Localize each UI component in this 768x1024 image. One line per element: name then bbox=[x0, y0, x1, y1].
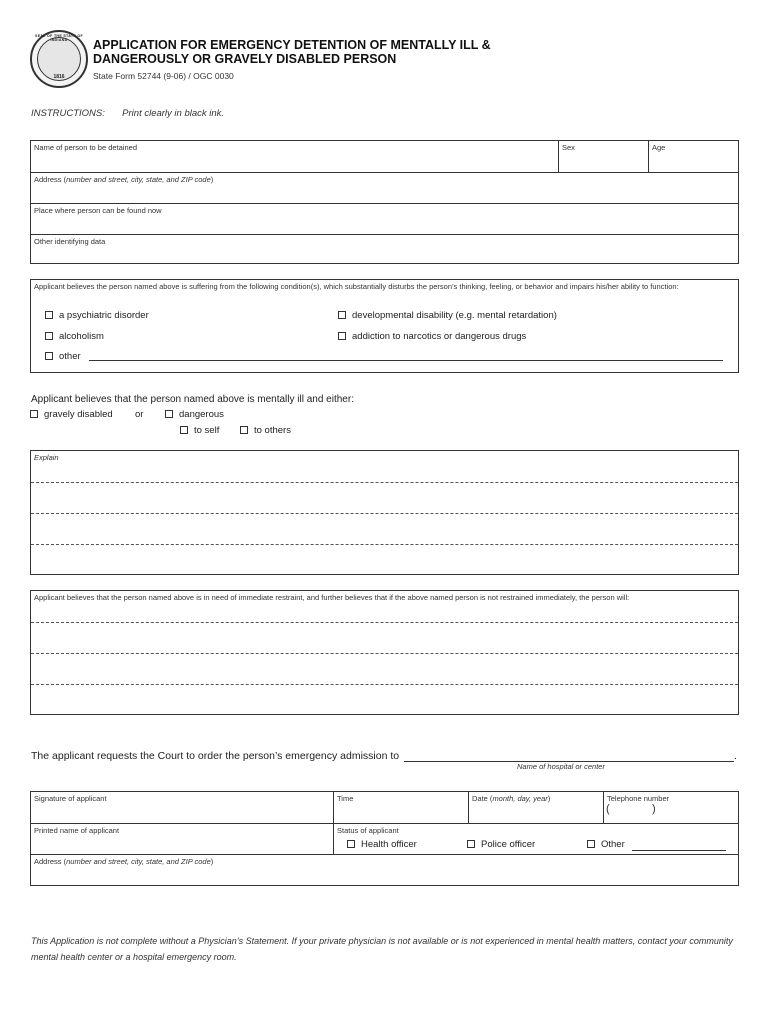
sex-field[interactable] bbox=[559, 141, 648, 172]
area-code-open: ( bbox=[606, 803, 610, 815]
restraint-line[interactable] bbox=[31, 653, 738, 654]
time-field[interactable] bbox=[334, 792, 468, 823]
condition-section bbox=[30, 279, 739, 373]
option-addiction-label: addiction to narcotics or dangerous drugs bbox=[352, 331, 527, 342]
printed-name-field[interactable] bbox=[31, 824, 333, 854]
time-label: Time bbox=[337, 794, 354, 803]
other-condition-line[interactable] bbox=[89, 360, 723, 361]
footer-note: This Application is not complete without a Physician’s Statement. If your private physician is not available or is not experienced in mental health matters, contact your community mental health center or a hospital emergency room. bbox=[31, 936, 733, 962]
age-field[interactable] bbox=[649, 141, 738, 172]
signature-label: Signature of applicant bbox=[34, 794, 107, 803]
option-alcoholism[interactable] bbox=[45, 331, 104, 342]
option-addiction[interactable] bbox=[338, 331, 526, 342]
checkbox-health-officer[interactable] bbox=[347, 840, 355, 848]
option-psychiatric[interactable] bbox=[45, 310, 149, 321]
explain-box[interactable] bbox=[30, 450, 739, 575]
checkbox-to-self[interactable] bbox=[180, 426, 188, 434]
status-other-line[interactable] bbox=[632, 850, 726, 851]
dangerous-label: dangerous bbox=[179, 409, 224, 420]
explain-line[interactable] bbox=[31, 482, 738, 483]
other-identifying-label: Other identifying data bbox=[34, 237, 106, 246]
place-found-field[interactable] bbox=[31, 204, 738, 234]
form-title bbox=[93, 38, 713, 66]
date-field[interactable] bbox=[469, 792, 603, 823]
other-identifying-field[interactable] bbox=[31, 235, 738, 264]
checkbox-status-other[interactable] bbox=[587, 840, 595, 848]
form-title-line2: DANGEROUSLY OR GRAVELY DISABLED PERSON bbox=[93, 52, 397, 66]
explain-label: Explain bbox=[34, 453, 59, 462]
status-label: Status of applicant bbox=[337, 826, 399, 835]
option-to-self[interactable] bbox=[180, 425, 219, 436]
court-request-end: . bbox=[734, 750, 737, 762]
explain-line[interactable] bbox=[31, 544, 738, 545]
mental-intro: Applicant believes that the person named above is mentally ill and either: bbox=[31, 394, 354, 405]
status-health-officer[interactable] bbox=[347, 839, 417, 850]
status-other[interactable] bbox=[587, 839, 625, 850]
applicant-address-suffix: ) bbox=[210, 857, 214, 866]
checkbox-police-officer[interactable] bbox=[467, 840, 475, 848]
health-officer-label: Health officer bbox=[361, 839, 417, 850]
address-label-italic: number and street, city, state, and ZIP code bbox=[66, 175, 211, 184]
address-label-prefix: Address ( bbox=[34, 175, 67, 184]
place-found-label: Place where person can be found now bbox=[34, 206, 162, 215]
option-gravely-disabled[interactable] bbox=[30, 409, 113, 420]
person-section bbox=[30, 140, 739, 264]
age-label: Age bbox=[652, 143, 666, 152]
police-officer-label: Police officer bbox=[481, 839, 536, 850]
seal-year: 1816 bbox=[53, 74, 65, 80]
instructions-text: Print clearly in black ink. bbox=[122, 108, 225, 119]
checkbox-developmental[interactable] bbox=[338, 311, 346, 319]
applicant-address-prefix: Address ( bbox=[34, 857, 67, 866]
person-name-label: Name of person to be detained bbox=[34, 143, 137, 152]
restraint-box[interactable] bbox=[30, 590, 739, 715]
to-others-label: to others bbox=[254, 425, 291, 436]
date-label-prefix: Date ( bbox=[472, 794, 493, 803]
signature-field[interactable] bbox=[31, 792, 333, 823]
or-label: or bbox=[135, 409, 144, 420]
condition-intro: Applicant believes the person named above is suffering from the following condition(s), which substantially disturbs the person’s thinking, feeling, or behavior and impairs his/her ability to function: bbox=[34, 282, 679, 291]
checkbox-gravely-disabled[interactable] bbox=[30, 410, 38, 418]
person-name-field[interactable] bbox=[31, 141, 558, 172]
option-dangerous[interactable] bbox=[165, 409, 224, 420]
option-developmental-label: developmental disability (e.g. mental retardation) bbox=[352, 310, 557, 321]
sex-label: Sex bbox=[562, 143, 575, 152]
to-self-label: to self bbox=[194, 425, 220, 436]
checkbox-other[interactable] bbox=[45, 352, 53, 360]
address-label-suffix: ) bbox=[210, 175, 214, 184]
option-developmental[interactable] bbox=[338, 310, 557, 321]
restraint-line[interactable] bbox=[31, 622, 738, 623]
checkbox-dangerous[interactable] bbox=[165, 410, 173, 418]
applicant-address-field[interactable] bbox=[31, 855, 738, 885]
gravely-disabled-label: gravely disabled bbox=[44, 409, 113, 420]
court-request-text: The applicant requests the Court to order the person’s emergency admission to bbox=[31, 750, 400, 762]
instructions bbox=[31, 108, 224, 119]
option-alcoholism-label: alcoholism bbox=[59, 331, 104, 342]
date-label-italic: month, day, year bbox=[492, 794, 548, 803]
restraint-label: Applicant believes that the person named above is in need of immediate restraint, and further believes that if the above named person is not restrained immediately, the person will: bbox=[34, 593, 630, 602]
applicant-address-italic: number and street, city, state, and ZIP code bbox=[66, 857, 211, 866]
checkbox-alcoholism[interactable] bbox=[45, 332, 53, 340]
checkbox-to-others[interactable] bbox=[240, 426, 248, 434]
instructions-label: INSTRUCTIONS: bbox=[31, 108, 105, 119]
option-to-others[interactable] bbox=[240, 425, 291, 436]
area-code-close: ) bbox=[652, 803, 656, 815]
form-number: State Form 52744 (9-06) / OGC 0030 bbox=[93, 71, 234, 81]
applicant-section bbox=[30, 791, 739, 886]
seal-text: SEAL OF THE STATE OF INDIANA bbox=[35, 34, 83, 42]
state-seal-icon bbox=[30, 30, 88, 88]
printed-name-label: Printed name of applicant bbox=[34, 826, 120, 835]
restraint-line[interactable] bbox=[31, 684, 738, 685]
option-psychiatric-label: a psychiatric disorder bbox=[59, 310, 149, 321]
checkbox-psychiatric[interactable] bbox=[45, 311, 53, 319]
checkbox-addiction[interactable] bbox=[338, 332, 346, 340]
form-title-line1: APPLICATION FOR EMERGENCY DETENTION OF MENTALLY ILL & bbox=[93, 38, 491, 52]
status-other-label: Other bbox=[601, 839, 625, 850]
person-address-field[interactable] bbox=[31, 173, 738, 203]
hospital-caption: Name of hospital or center bbox=[517, 762, 605, 771]
status-police-officer[interactable] bbox=[467, 839, 535, 850]
option-other-label: other bbox=[59, 351, 81, 362]
telephone-field[interactable] bbox=[604, 792, 738, 823]
option-other[interactable] bbox=[45, 351, 81, 362]
date-label-suffix: ) bbox=[547, 794, 551, 803]
explain-line[interactable] bbox=[31, 513, 738, 514]
telephone-label: Telephone number bbox=[607, 794, 670, 803]
